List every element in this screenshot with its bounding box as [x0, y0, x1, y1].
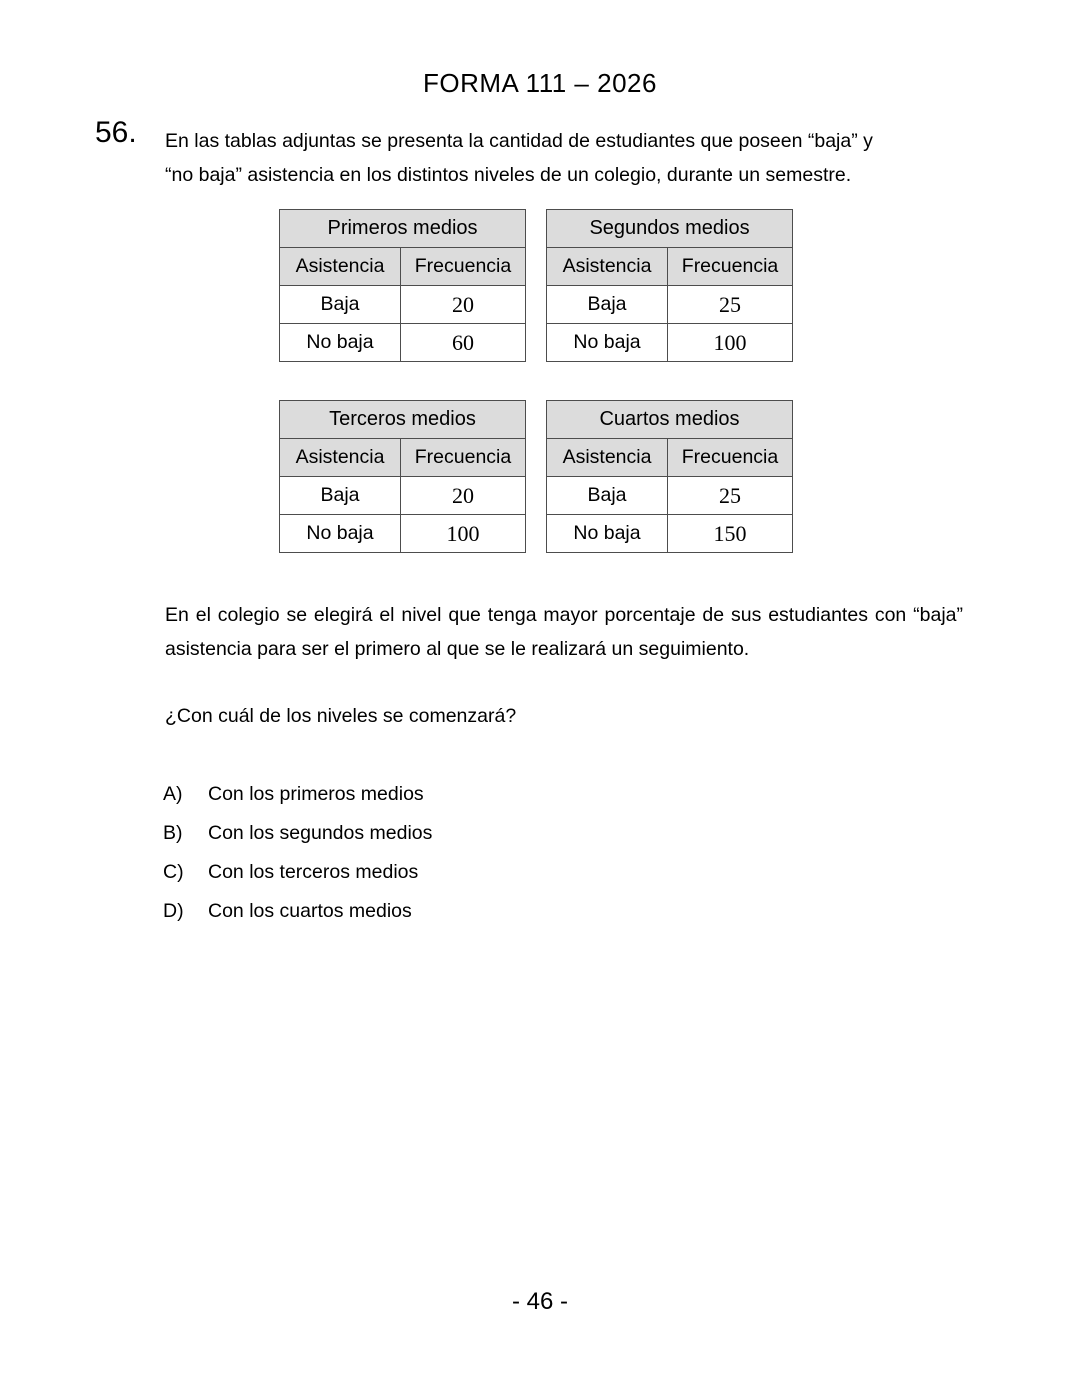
table-title: Cuartos medios — [547, 401, 793, 439]
table-title: Terceros medios — [280, 401, 526, 439]
table-header-row — [280, 248, 526, 286]
column-header-asistencia: Asistencia — [547, 439, 668, 477]
column-header-asistencia: Asistencia — [280, 248, 401, 286]
table-header-row — [280, 439, 526, 477]
frequency-table-primeros-medios — [279, 209, 526, 362]
cell-asistencia: No baja — [547, 515, 668, 553]
frequency-table-cuartos-medios — [546, 400, 793, 553]
question-number: 56. — [95, 116, 137, 149]
option-letter: A) — [163, 783, 183, 805]
table-row — [547, 477, 793, 515]
column-header-asistencia: Asistencia — [280, 439, 401, 477]
table-header-row — [547, 248, 793, 286]
frequency-table-segundos-medios — [546, 209, 793, 362]
document-header: FORMA 111 – 2026 — [423, 68, 657, 98]
answer-option-c[interactable] — [163, 861, 763, 900]
cell-frecuencia: 20 — [401, 477, 526, 515]
table-row — [280, 515, 526, 553]
option-letter: D) — [163, 900, 184, 922]
table-row — [547, 286, 793, 324]
table-title: Segundos medios — [547, 210, 793, 248]
column-header-frecuencia: Frecuencia — [668, 248, 793, 286]
cell-asistencia: No baja — [547, 324, 668, 362]
cell-asistencia: Baja — [547, 286, 668, 324]
column-header-frecuencia: Frecuencia — [401, 248, 526, 286]
frequency-table-terceros-medios — [279, 400, 526, 553]
option-text: Con los cuartos medios — [208, 900, 412, 922]
option-text: Con los terceros medios — [208, 861, 419, 883]
table-title-row — [280, 210, 526, 248]
question-prompt: ¿Con cuál de los niveles se comenzará? — [165, 705, 517, 727]
option-letter: C) — [163, 861, 184, 883]
cell-frecuencia: 60 — [401, 324, 526, 362]
table-row — [547, 324, 793, 362]
cell-frecuencia: 25 — [668, 286, 793, 324]
cell-asistencia: Baja — [547, 477, 668, 515]
table-row — [547, 515, 793, 553]
cell-frecuencia: 150 — [668, 515, 793, 553]
question-stem-line-1: En las tablas adjuntas se presenta la cantidad de estudiantes que poseen “baja” y — [165, 130, 873, 152]
frequency-tables-grid — [279, 209, 791, 553]
table-title: Primeros medios — [280, 210, 526, 248]
column-header-frecuencia: Frecuencia — [401, 439, 526, 477]
cell-frecuencia: 20 — [401, 286, 526, 324]
answer-option-d[interactable] — [163, 900, 763, 939]
cell-frecuencia: 100 — [668, 324, 793, 362]
option-text: Con los primeros medios — [208, 783, 424, 805]
table-header-row — [547, 439, 793, 477]
table-title-row — [547, 401, 793, 439]
cell-frecuencia: 100 — [401, 515, 526, 553]
table-title-row — [547, 210, 793, 248]
option-text: Con los segundos medios — [208, 822, 433, 844]
answer-options — [163, 783, 763, 939]
selection-rule-paragraph: En el colegio se elegirá el nivel que tenga mayor porcentaje de sus estudiantes con “baja” asistencia para ser el primero al que se le realizará un seguimiento. — [165, 604, 963, 660]
column-header-frecuencia: Frecuencia — [668, 439, 793, 477]
cell-asistencia: Baja — [280, 477, 401, 515]
table-title-row — [280, 401, 526, 439]
cell-asistencia: No baja — [280, 324, 401, 362]
frequency-tables-row-2 — [279, 400, 791, 553]
question-stem — [165, 124, 963, 192]
cell-frecuencia: 25 — [668, 477, 793, 515]
answer-option-b[interactable] — [163, 822, 763, 861]
page-number-footer: - 46 - — [511, 1288, 568, 1315]
cell-asistencia: No baja — [280, 515, 401, 553]
cell-asistencia: Baja — [280, 286, 401, 324]
table-row — [280, 477, 526, 515]
column-header-asistencia: Asistencia — [547, 248, 668, 286]
table-row — [280, 286, 526, 324]
option-letter: B) — [163, 822, 183, 844]
answer-option-a[interactable] — [163, 783, 763, 822]
frequency-tables-row-1 — [279, 209, 791, 362]
question-stem-line-2: “no baja” asistencia en los distintos niveles de un colegio, durante un semestre. — [165, 164, 852, 186]
table-row — [280, 324, 526, 362]
